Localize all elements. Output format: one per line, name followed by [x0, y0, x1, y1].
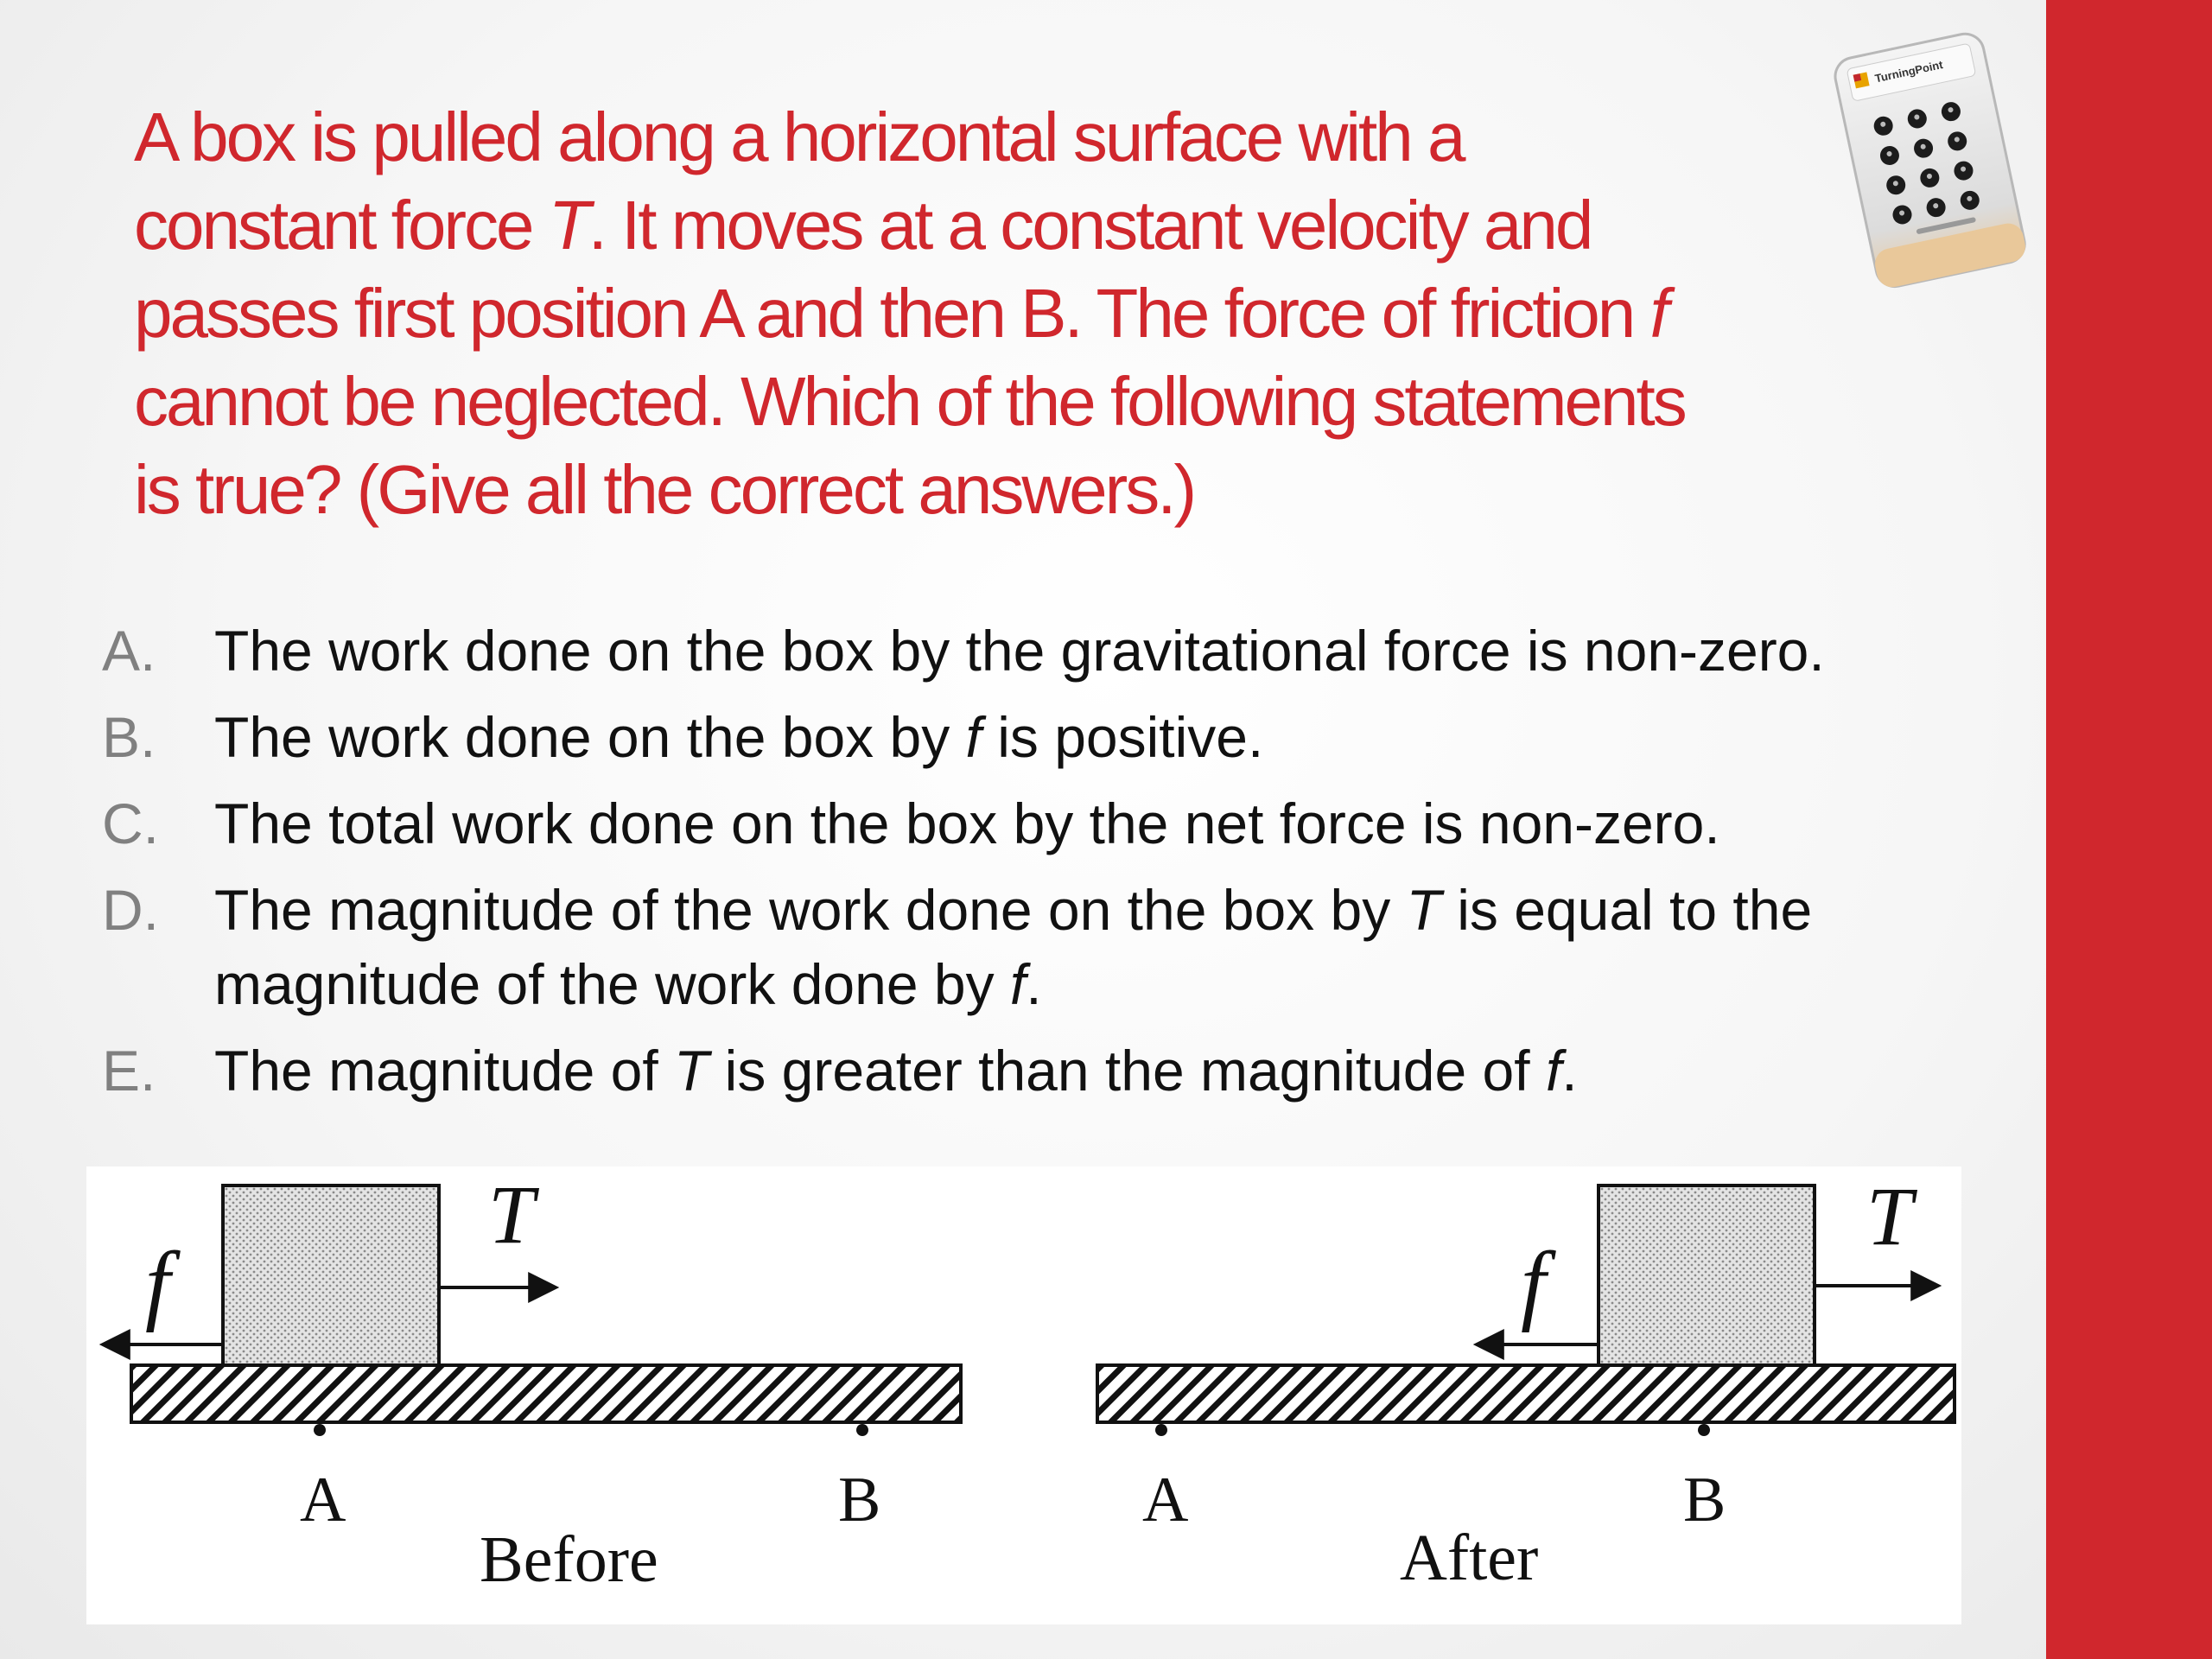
after-surface: [1097, 1365, 1955, 1422]
answer-text-part: The work done on the box by: [214, 705, 966, 769]
before-label-b: B: [838, 1465, 881, 1535]
before-caption: Before: [480, 1523, 658, 1596]
before-marker-a: [314, 1424, 326, 1436]
answer-list: [102, 613, 2020, 1120]
before-surface: [131, 1365, 961, 1422]
answer-letter: C.: [102, 791, 159, 855]
clicker-remote-image: [1815, 17, 2048, 294]
after-friction-label: f: [1521, 1234, 1546, 1333]
after-label-a: A: [1142, 1465, 1189, 1535]
answer-text: The total work done on the box by the net force is non-zero.: [214, 791, 1720, 855]
answer-option-b: [102, 700, 2020, 774]
question-line-2a: constant force: [134, 187, 549, 264]
answer-letter: A.: [102, 619, 156, 683]
clicker-remote-icon: [1815, 17, 2048, 294]
answer-variable: T: [1406, 878, 1441, 942]
question-line-2b: . It moves at a constant velocity and: [588, 187, 1592, 264]
question-line-5: is true? (Give all the correct answers.): [134, 451, 1195, 528]
before-friction-label: f: [145, 1234, 170, 1333]
before-tension-label: T: [488, 1168, 535, 1261]
before-marker-b: [856, 1424, 868, 1436]
question-line-4: cannot be neglected. Which of the following statements: [134, 363, 1685, 440]
answer-text-part: The magnitude of: [214, 1039, 674, 1103]
answer-variable: f: [1545, 1039, 1562, 1103]
answer-text-part: The magnitude of the work done on the box by: [214, 878, 1407, 942]
after-panel: [1097, 1170, 1955, 1594]
answer-text-part: .: [1561, 1039, 1578, 1103]
after-marker-a: [1155, 1424, 1167, 1436]
answer-option-d: [102, 873, 2020, 1021]
accent-band: [2046, 0, 2212, 1659]
answer-letter: D.: [102, 878, 159, 942]
after-label-b: B: [1683, 1465, 1726, 1535]
before-label-a: A: [300, 1465, 346, 1535]
answer-variable: f: [1009, 952, 1027, 1016]
before-panel: [105, 1168, 961, 1596]
answer-text-part: is positive.: [981, 705, 1264, 769]
question-line-3a: passes first position A and then B. The force of friction: [134, 275, 1650, 352]
before-after-diagram: [86, 1166, 1961, 1624]
question-text: [134, 93, 1827, 534]
question-var-f: f: [1649, 275, 1667, 352]
after-caption: After: [1400, 1522, 1539, 1594]
answer-letter: E.: [102, 1039, 156, 1103]
answer-text: The work done on the box by the gravitational force is non-zero.: [214, 619, 1825, 683]
question-var-t: T: [548, 187, 588, 264]
answer-option-a: [102, 613, 2020, 688]
before-box: [223, 1185, 439, 1365]
answer-option-c: [102, 786, 2020, 861]
answer-option-e: [102, 1033, 2020, 1108]
answer-text-part: is equal to the magnitude of the work done by: [214, 878, 1813, 1016]
answer-variable: T: [674, 1039, 709, 1103]
after-marker-b: [1698, 1424, 1710, 1436]
answer-text: [214, 700, 2020, 774]
answer-variable: f: [965, 705, 982, 769]
clicker-brand: TurningPoint: [1873, 58, 1944, 86]
answer-text: [214, 1033, 2020, 1108]
answer-text: [214, 873, 2020, 1021]
answer-text-part: is greater than the magnitude of: [709, 1039, 1546, 1103]
answer-text-part: .: [1026, 952, 1042, 1016]
diagram-svg: [86, 1166, 1961, 1624]
answer-letter: B.: [102, 705, 156, 769]
after-tension-label: T: [1866, 1170, 1913, 1262]
after-box: [1599, 1185, 1815, 1365]
question-line-1: A box is pulled along a horizontal surface with a: [134, 99, 1464, 175]
